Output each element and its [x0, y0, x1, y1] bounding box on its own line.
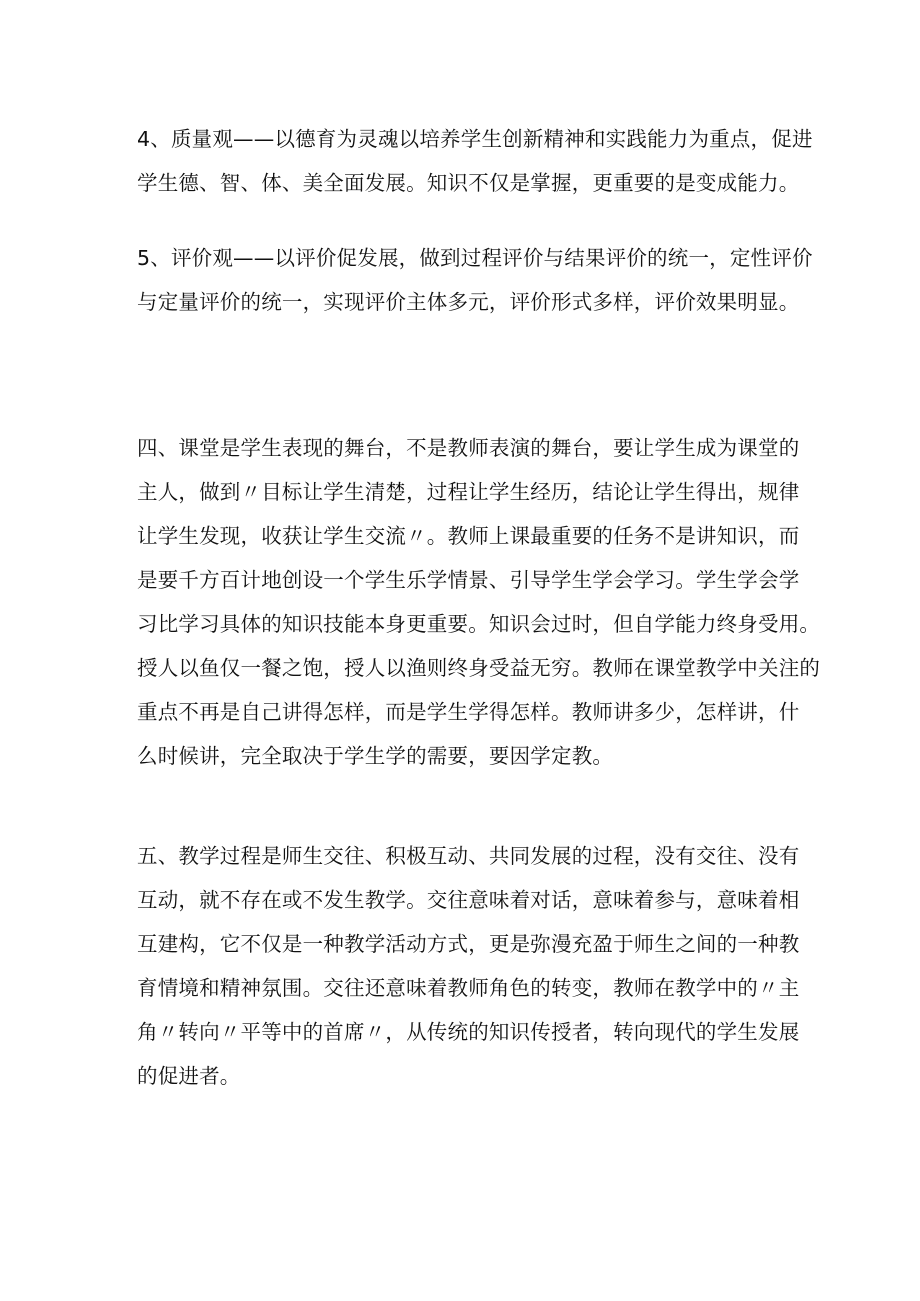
text-line: 重点不再是自己讲得怎样，而是学生学得怎样。教师讲多少，怎样讲，什	[137, 700, 800, 724]
paragraph-section-four	[137, 426, 821, 778]
text-line: 四、课堂是学生表现的舞台，不是教师表演的舞台，要让学生成为课堂的	[137, 436, 800, 460]
text-line: 让学生发现，收获让学生交流〃。教师上课最重要的任务不是讲知识，而	[137, 524, 800, 548]
text-line: 学生德、智、体、美全面发展。知识不仅是掌握，更重要的是变成能力。	[137, 171, 800, 195]
paragraph-evaluation-view	[137, 236, 813, 324]
text-line: 互动，就不存在或不发生教学。交往意味着对话，意味着参与，意味着相	[137, 888, 800, 912]
text-line: 五、教学过程是师生交往、积极互动、共同发展的过程，没有交往、没有	[137, 844, 800, 868]
text-line: 4、质量观——以德育为灵魂以培养学生创新精神和实践能力为重点，促进	[137, 127, 813, 151]
text-line: 习比学习具体的知识技能本身更重要。知识会过时，但自学能力终身受用。	[137, 612, 821, 636]
text-line: 的促进者。	[137, 1064, 241, 1088]
text-line: 与定量评价的统一，实现评价主体多元，评价形式多样，评价效果明显。	[137, 290, 800, 314]
text-line: 是要千方百计地创设一个学生乐学情景、引导学生学会学习。学生学会学	[137, 568, 800, 592]
paragraph-section-five	[137, 834, 800, 1098]
text-line: 授人以鱼仅一餐之饱，授人以渔则终身受益无穷。教师在课堂教学中关注的	[137, 656, 821, 680]
text-line: 5、评价观——以评价促发展，做到过程评价与结果评价的统一，定性评价	[137, 246, 813, 270]
text-line: 育情境和精神氛围。交往还意味着教师角色的转变，教师在教学中的〃主	[137, 976, 800, 1000]
paragraph-quality-view	[137, 117, 813, 205]
text-line: 主人，做到〃目标让学生清楚，过程让学生经历，结论让学生得出，规律	[137, 480, 800, 504]
text-line: 么时候讲，完全取决于学生学的需要，要因学定教。	[137, 744, 614, 768]
text-line: 互建构，它不仅是一种教学活动方式，更是弥漫充盈于师生之间的一种教	[137, 932, 800, 956]
text-line: 角〃转向〃平等中的首席〃，从传统的知识传授者，转向现代的学生发展	[137, 1020, 800, 1044]
